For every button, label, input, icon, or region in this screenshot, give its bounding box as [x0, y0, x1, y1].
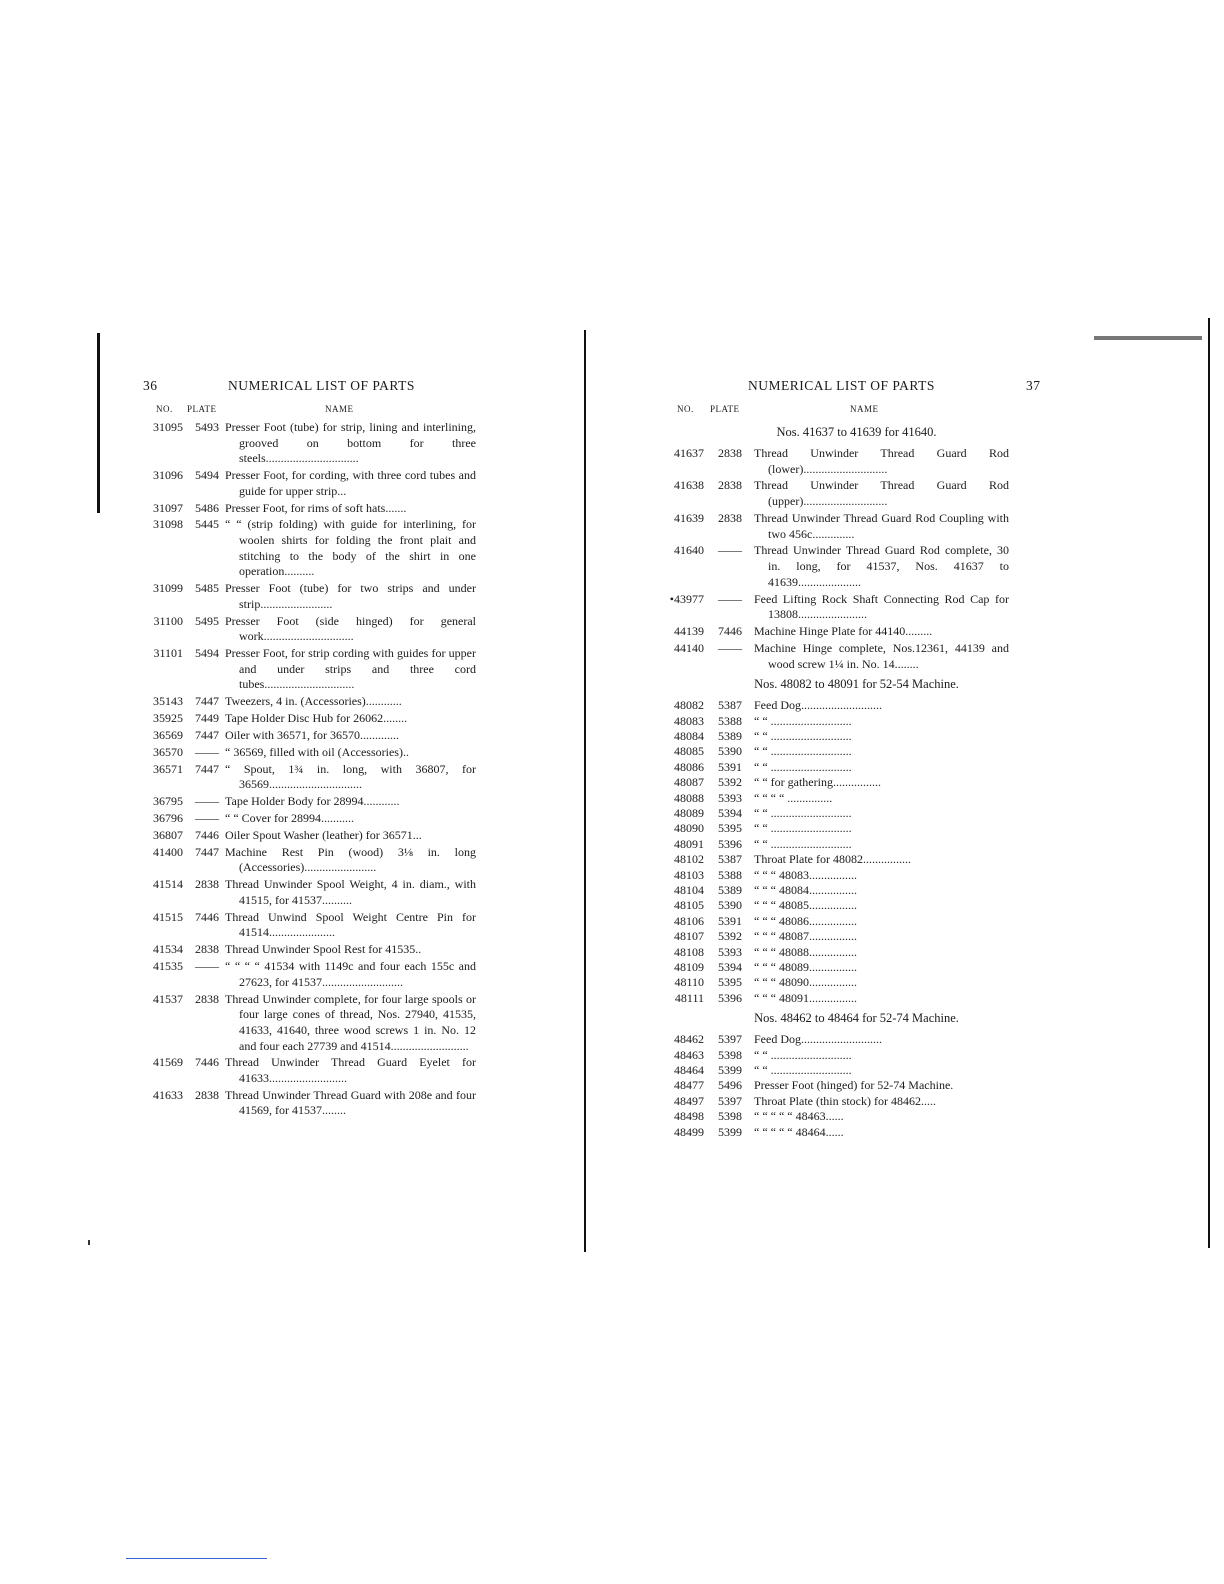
- part-name: “ “ ...........................: [754, 744, 852, 759]
- part-number: 48085: [674, 744, 704, 759]
- plate-number: 5394: [718, 960, 742, 974]
- part-name: Throat Plate (thin stock) for 48462.....: [754, 1093, 936, 1108]
- list-item: [664, 960, 1009, 975]
- part-name: Machine Hinge Plate for 44140.........: [754, 624, 933, 639]
- plate-number: 2838: [718, 478, 742, 493]
- list-item: [136, 877, 476, 908]
- part-name: Presser Foot (hinged) for 52-74 Machine.: [754, 1078, 954, 1093]
- part-number: 31098: [153, 517, 183, 532]
- page-36: [136, 378, 476, 1120]
- part-name: “ “ ...........................: [754, 713, 852, 728]
- part-name: Oiler Spout Washer (leather) for 36571...: [225, 828, 422, 842]
- list-item: [136, 468, 476, 499]
- part-number: 48109: [674, 960, 704, 974]
- list-item: [136, 959, 476, 990]
- part-number: 41633: [153, 1087, 183, 1102]
- left-scan-edge: [97, 333, 100, 513]
- plate-number: 5493: [195, 420, 219, 434]
- part-number: 41637: [674, 446, 704, 460]
- part-name: Thread Unwinder Thread Guard Rod Coupling with two 456c..............: [754, 510, 1009, 541]
- plate-number: 5392: [718, 929, 742, 944]
- plate-number: 5398: [718, 1109, 742, 1124]
- group-heading: Nos. 48082 to 48091 for 52-54 Machine.: [754, 677, 959, 692]
- list-item: [664, 791, 1009, 806]
- scan-noise-left: [88, 1240, 90, 1245]
- parts-list: [136, 420, 476, 1119]
- part-number: 44140: [674, 640, 704, 655]
- part-number: 48477: [674, 1078, 704, 1093]
- part-name: “ “ ...........................: [754, 836, 852, 851]
- plate-number: 7446: [718, 624, 742, 639]
- part-name: Machine Hinge complete, Nos.12361, 44139 and wood screw 1¼ in. No. 14........: [754, 640, 1009, 671]
- bottom-link-underline[interactable]: [126, 1558, 267, 1559]
- part-name: “ “ ...........................: [754, 1047, 852, 1062]
- part-name: Thread Unwinder Thread Guard Rod complete, 30 in. long, for 41537, Nos. 41637 to 41639.....................: [754, 543, 1009, 589]
- part-name: Presser Foot (side hinged) for general work..............................: [225, 613, 476, 644]
- part-number: 41534: [153, 942, 183, 957]
- part-name: “ “ “ 48088................: [754, 944, 857, 959]
- part-number: 48108: [674, 944, 704, 959]
- part-number: 41640: [674, 543, 704, 558]
- part-number: 48105: [674, 898, 704, 913]
- list-item: [664, 1094, 1009, 1109]
- list-item: [664, 837, 1009, 852]
- plate-number: 5393: [718, 944, 742, 959]
- part-name: “ “ “ 48090................: [754, 975, 857, 990]
- plate-number: 5494: [195, 646, 219, 661]
- part-number: 31099: [153, 581, 183, 596]
- list-item: [664, 821, 1009, 836]
- part-number: 35143: [153, 694, 183, 709]
- list-item: [664, 883, 1009, 898]
- part-name: “ “ “ “ “ 48464......: [754, 1124, 844, 1139]
- list-item: [664, 760, 1009, 775]
- list-item: [664, 868, 1009, 883]
- part-name: “ “ “ 48087................: [754, 929, 857, 944]
- plate-number: 7447: [195, 694, 219, 709]
- plate-number: 5494: [195, 468, 219, 483]
- list-item: [136, 1088, 476, 1119]
- plate-number: 5394: [718, 805, 742, 820]
- part-number: 48088: [674, 790, 704, 805]
- list-item: [136, 646, 476, 693]
- part-name: Thread Unwinder complete, for four large spools or four large cones of thread, Nos. 27940, 41535, 41633, 41640, three wood screws 1 in. No. 12 and four each 27739 and 41514..........................: [225, 991, 476, 1053]
- list-item: [136, 811, 476, 827]
- part-number: 48102: [674, 852, 704, 867]
- page-37: [664, 378, 1041, 1140]
- scan-noise-top-right: [1094, 336, 1202, 340]
- list-item: [136, 942, 476, 958]
- list-item: [136, 420, 476, 467]
- list-item: [136, 992, 476, 1054]
- part-number: 41400: [153, 844, 183, 859]
- part-number: 36569: [153, 727, 183, 742]
- plate-number: 5393: [718, 790, 742, 805]
- list-item: [664, 1109, 1009, 1124]
- part-name: “ “ ...........................: [754, 1063, 852, 1078]
- plate-number: 5398: [718, 1047, 742, 1062]
- plate-number: 5388: [718, 867, 742, 882]
- plate-number: 5445: [195, 517, 219, 532]
- part-number: 41514: [153, 877, 183, 892]
- list-item: [664, 1032, 1009, 1047]
- part-name: Thread Unwinder Thread Guard Rod (upper)............................: [754, 478, 1009, 509]
- part-number: 36796: [153, 811, 183, 826]
- plate-number: 2838: [195, 877, 219, 892]
- part-number: 48104: [674, 882, 704, 897]
- plate-number: 5399: [718, 1124, 742, 1139]
- part-number: 48498: [674, 1109, 704, 1124]
- part-number: 31101: [153, 646, 183, 661]
- plate-number: 7447: [195, 844, 219, 859]
- plate-number: 5396: [718, 836, 742, 851]
- part-number: 48107: [674, 929, 704, 944]
- col-no: NO.: [156, 404, 173, 414]
- plate-number: ——: [195, 744, 219, 759]
- part-number: 48110: [674, 975, 704, 990]
- part-name: Feed Lifting Rock Shaft Connecting Rod Cap for 13808.......................: [754, 591, 1009, 622]
- col-name: NAME: [850, 404, 879, 414]
- part-name: “ “ Cover for 28994...........: [225, 811, 354, 826]
- plate-number: 5391: [718, 913, 742, 928]
- list-item: [136, 711, 476, 727]
- plate-number: 5389: [718, 882, 742, 897]
- part-name: “ “ for gathering................: [754, 775, 881, 790]
- part-name: “ “ “ “ 41534 with 1149c and four each 155c and 27623, for 41537...........................: [225, 959, 476, 989]
- list-item: [664, 929, 1009, 944]
- plate-number: ——: [718, 543, 742, 558]
- part-name: “ “ ...........................: [754, 759, 852, 774]
- list-item: [664, 914, 1009, 929]
- plate-number: 5399: [718, 1063, 742, 1078]
- part-number: 48091: [674, 836, 704, 851]
- page-number: 36: [143, 378, 158, 393]
- plate-number: 2838: [195, 991, 219, 1006]
- part-number: 31097: [153, 500, 183, 515]
- part-number: 48103: [674, 867, 704, 882]
- list-item: [664, 624, 1009, 640]
- list-item: [664, 806, 1009, 821]
- list-item: [664, 744, 1009, 759]
- part-number: 48087: [674, 775, 704, 790]
- part-name: “ “ “ 48086................: [754, 913, 857, 928]
- plate-number: 5387: [718, 698, 742, 713]
- plate-number: 2838: [718, 446, 742, 460]
- part-name: “ “ “ “ “ 48463......: [754, 1109, 844, 1124]
- plate-number: 5395: [718, 975, 742, 990]
- part-number: 36795: [153, 794, 183, 809]
- list-item: [664, 446, 1009, 477]
- part-name: Machine Rest Pin (wood) 3⅛ in. long (Accessories)........................: [225, 844, 476, 875]
- part-name: “ 36569, filled with oil (Accessories)..: [225, 744, 409, 759]
- plate-number: 5388: [718, 713, 742, 728]
- part-name: Presser Foot, for cording, with three cord tubes and guide for upper strip...: [225, 468, 476, 498]
- list-item: [664, 511, 1009, 542]
- part-name: “ “ ...........................: [754, 805, 852, 820]
- plate-number: 7446: [195, 828, 219, 842]
- list-item: [136, 745, 476, 761]
- part-number: 48089: [674, 805, 704, 820]
- plate-number: 5389: [718, 728, 742, 743]
- list-item: [136, 614, 476, 645]
- right-scan-edge: [1208, 318, 1210, 1248]
- plate-number: 5395: [718, 821, 742, 836]
- part-name: “ “ ...........................: [754, 728, 852, 743]
- part-number: 36570: [153, 744, 183, 759]
- plate-number: 5390: [718, 898, 742, 913]
- list-item: [664, 543, 1009, 590]
- running-title: NUMERICAL LIST OF PARTS: [748, 378, 935, 393]
- part-name: Thread Unwinder Thread Guard Rod (lower)............................: [754, 446, 1009, 476]
- plate-number: ——: [718, 640, 742, 655]
- part-number: 48083: [674, 713, 704, 728]
- part-name: Throat Plate for 48082................: [754, 852, 911, 867]
- plate-number: 5397: [718, 1032, 742, 1047]
- part-name: “ “ “ “ ...............: [754, 790, 833, 805]
- plate-number: 5495: [195, 613, 219, 628]
- list-item: [136, 845, 476, 876]
- part-number: 48084: [674, 728, 704, 743]
- plate-number: 2838: [195, 1087, 219, 1102]
- list-item: [664, 729, 1009, 744]
- col-plate: PLATE: [187, 404, 217, 414]
- part-number: 31095: [153, 420, 183, 434]
- plate-number: 5397: [718, 1093, 742, 1108]
- part-name: “ “ “ 48083................: [754, 867, 857, 882]
- part-number: 48082: [674, 698, 704, 713]
- part-name: Thread Unwinder Spool Rest for 41535..: [225, 942, 422, 957]
- list-item: [664, 592, 1009, 623]
- plate-number: 7446: [195, 1055, 219, 1070]
- part-number: 48464: [674, 1063, 704, 1078]
- part-name: “ “ (strip folding) with guide for interlining, for woolen shirts for folding the front plait and stitching to the body of the shirt in one operation..........: [225, 517, 476, 579]
- part-name: Tape Holder Disc Hub for 26062........: [225, 711, 408, 726]
- part-number: 41535: [153, 959, 183, 974]
- part-name: Thread Unwinder Thread Guard Eyelet for 41633..........................: [225, 1055, 476, 1085]
- plate-number: 7447: [195, 727, 219, 742]
- part-name: Tape Holder Body for 28994............: [225, 794, 400, 809]
- running-head: [664, 378, 1041, 398]
- group-heading: Nos. 48462 to 48464 for 52-74 Machine.: [754, 1011, 959, 1026]
- list-item: [136, 501, 476, 517]
- list-item: [664, 852, 1009, 867]
- plate-number: 5390: [718, 744, 742, 759]
- plate-number: 7447: [195, 761, 219, 776]
- part-number: •43977: [669, 591, 704, 606]
- part-name: Presser Foot, for strip cording with guides for upper and under strips and three cord tubes..............................: [225, 646, 476, 692]
- list-item: [136, 828, 476, 844]
- plate-number: ——: [195, 959, 219, 974]
- part-name: “ “ “ 48085................: [754, 898, 857, 913]
- column-headers: [136, 404, 476, 420]
- list-item: [664, 775, 1009, 790]
- part-name: Thread Unwind Spool Weight Centre Pin for 41514......................: [225, 909, 476, 940]
- part-name: “ “ “ 48089................: [754, 960, 857, 974]
- part-number: 48463: [674, 1047, 704, 1062]
- list-item: [136, 794, 476, 810]
- list-item: [136, 910, 476, 941]
- plate-number: 5387: [718, 852, 742, 867]
- list-item: [664, 1063, 1009, 1078]
- part-name: Presser Foot (tube) for strip, lining and interlining, grooved on bottom for three steels...............................: [225, 420, 476, 466]
- part-number: 41638: [674, 478, 704, 493]
- part-name: “ “ “ 48091................: [754, 990, 857, 1005]
- part-number: 41569: [153, 1055, 183, 1070]
- part-name: Tweezers, 4 in. (Accessories)............: [225, 694, 402, 709]
- part-name: Oiler with 36571, for 36570.............: [225, 727, 399, 742]
- part-name: Thread Unwinder Thread Guard with 208e and four 41569, for 41537........: [225, 1087, 476, 1118]
- plate-number: 5496: [718, 1078, 742, 1093]
- list-item: [664, 698, 1009, 713]
- part-number: 41639: [674, 510, 704, 525]
- plate-number: 7449: [195, 711, 219, 726]
- plate-number: 2838: [195, 942, 219, 957]
- part-name: Thread Unwinder Spool Weight, 4 in. diam., with 41515, for 41537..........: [225, 877, 476, 907]
- list-item: [136, 1055, 476, 1086]
- plate-number: ——: [718, 591, 742, 606]
- list-item: [664, 1048, 1009, 1063]
- plate-number: 5396: [718, 990, 742, 1005]
- part-number: 48497: [674, 1093, 704, 1108]
- list-item: [664, 945, 1009, 960]
- plate-number: 5391: [718, 759, 742, 774]
- part-number: 36807: [153, 828, 183, 842]
- group-heading: Nos. 41637 to 41639 for 41640.: [776, 425, 937, 439]
- list-item: [664, 714, 1009, 729]
- plate-number: 5392: [718, 775, 742, 790]
- part-name: “ “ ...........................: [754, 821, 852, 836]
- col-name: NAME: [325, 404, 354, 414]
- plate-number: 7446: [195, 909, 219, 924]
- part-number: 31096: [153, 468, 183, 483]
- plate-number: 5485: [195, 581, 219, 596]
- list-item: [136, 728, 476, 744]
- part-number: 48090: [674, 821, 704, 836]
- list-item: [664, 898, 1009, 913]
- list-item: [136, 517, 476, 579]
- plate-number: ——: [195, 794, 219, 809]
- list-item: [136, 694, 476, 710]
- column-headers: [664, 404, 1009, 420]
- list-item: [664, 991, 1009, 1006]
- running-title: NUMERICAL LIST OF PARTS: [228, 378, 415, 393]
- parts-groups: [664, 424, 1009, 1140]
- part-name: Presser Foot, for rims of soft hats.......: [225, 500, 407, 515]
- part-name: Presser Foot (tube) for two strips and under strip........................: [225, 581, 476, 611]
- part-name: Feed Dog...........................: [754, 1032, 882, 1047]
- part-name: Feed Dog...........................: [754, 698, 882, 713]
- part-number: 48462: [674, 1032, 704, 1047]
- list-item: [136, 581, 476, 612]
- part-number: 44139: [674, 624, 704, 639]
- list-item: [664, 975, 1009, 990]
- list-item: [136, 762, 476, 793]
- part-number: 48499: [674, 1124, 704, 1139]
- part-number: 48111: [674, 990, 704, 1005]
- part-name: “ Spout, 1¾ in. long, with 36807, for 36569...............................: [225, 761, 476, 792]
- center-gutter-line: [584, 330, 586, 1252]
- page-number: 37: [1026, 378, 1041, 393]
- running-head: [136, 378, 476, 398]
- part-number: 31100: [153, 613, 183, 628]
- part-number: 48086: [674, 759, 704, 774]
- list-item: [664, 478, 1009, 509]
- part-name: “ “ “ 48084................: [754, 882, 857, 897]
- list-item: [664, 1125, 1009, 1140]
- col-no: NO.: [677, 404, 694, 414]
- col-plate: PLATE: [710, 404, 740, 414]
- part-number: 36571: [153, 761, 183, 776]
- part-number: 41515: [153, 909, 183, 924]
- plate-number: 5486: [195, 500, 219, 515]
- plate-number: 2838: [718, 510, 742, 525]
- part-number: 41537: [153, 991, 183, 1006]
- plate-number: ——: [195, 811, 219, 826]
- list-item: [664, 1078, 1009, 1093]
- list-item: [664, 641, 1009, 672]
- part-number: 48106: [674, 913, 704, 928]
- part-number: 35925: [153, 711, 183, 726]
